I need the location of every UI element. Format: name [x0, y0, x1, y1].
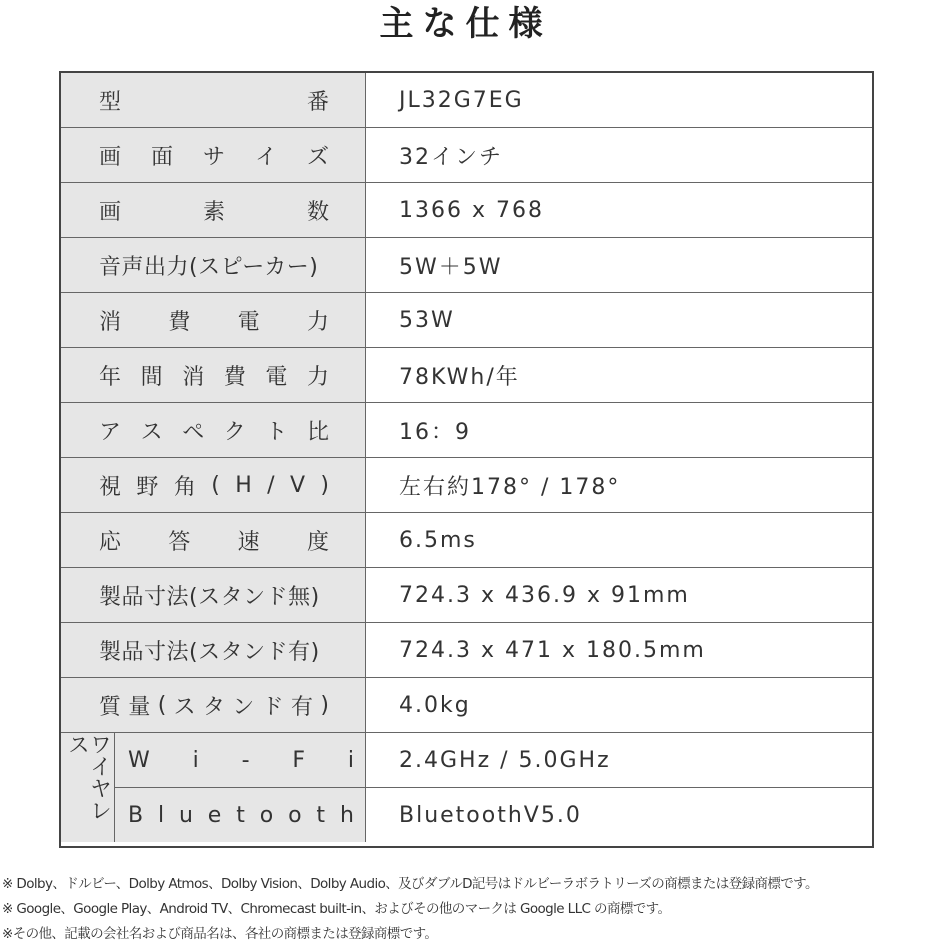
spec-value: 724.3 x 436.9 x 91mm	[399, 582, 690, 608]
spec-value: 6.5ms	[399, 527, 477, 553]
spec-row-power-consumption	[61, 293, 872, 348]
spec-label: 応 答 速 度	[99, 529, 329, 555]
spec-row-dimensions-with-stand	[61, 623, 872, 678]
spec-value: BluetoothV5.0	[399, 802, 582, 828]
footnote-dolby: ※ Dolby、ドルビー、Dolby Atmos、Dolby Vision、Dolby Audio、及びダブルD記号はドルビーラボラトリーズの商標または登録商標です。	[2, 876, 818, 892]
spec-row-weight	[61, 678, 872, 733]
spec-label: ア ス ペ ク ト 比	[99, 419, 329, 445]
spec-row-resolution	[61, 183, 872, 238]
spec-table	[59, 71, 874, 848]
spec-label: 音声出力(スピーカー)	[99, 254, 319, 280]
spec-row-screen-size	[61, 128, 872, 183]
spec-value: 78KWh/年	[399, 364, 520, 390]
spec-value: 1366 x 768	[399, 197, 544, 223]
spec-label: 製品寸法(スタンド無)	[99, 584, 320, 610]
spec-label: 年 間 消 費 電 力	[99, 364, 329, 390]
spec-value: 16：9	[399, 419, 471, 445]
wireless-group-label: ワイヤレス	[61, 733, 115, 842]
spec-value: 53W	[399, 307, 455, 333]
spec-value: JL32G7EG	[399, 87, 524, 113]
spec-value: 左右約178° / 178°	[399, 474, 621, 500]
spec-label: 消 費 電 力	[99, 309, 329, 335]
spec-label: 型 番	[99, 89, 329, 115]
spec-value: 5W＋5W	[399, 254, 503, 280]
spec-value: 4.0kg	[399, 692, 471, 718]
footnote-trademarks: ※その他、記載の会社名および商品名は、各社の商標または登録商標です。	[2, 926, 438, 942]
spec-row-dimensions-no-stand	[61, 568, 872, 623]
footnote-google: ※ Google、Google Play、Android TV、Chromecast built-in、およびその他のマークは Google LLC の商標です。	[2, 901, 671, 917]
spec-row-annual-power	[61, 348, 872, 403]
spec-row-viewing-angle	[61, 458, 872, 513]
spec-row-bluetooth	[115, 788, 872, 842]
spec-value: 32インチ	[399, 144, 503, 170]
footnotes	[2, 872, 931, 947]
page-title: 主な仕様	[379, 4, 552, 44]
spec-row-response-time	[61, 513, 872, 568]
spec-value: 724.3 x 471 x 180.5mm	[399, 637, 706, 663]
spec-label: 画 素 数	[99, 199, 329, 225]
spec-label: 質 量 ( ス タ ン ド 有 )	[99, 692, 329, 720]
spec-row-audio-output	[61, 238, 872, 293]
spec-label: 画 面 サ イ ズ	[99, 144, 329, 170]
spec-label: B l u e t o o t h	[128, 802, 354, 828]
spec-label: 製品寸法(スタンド有)	[99, 639, 320, 665]
spec-label: W i - F i	[128, 747, 354, 773]
spec-label: 視 野 角 ( H / V )	[99, 472, 329, 500]
spec-row-wifi	[115, 733, 872, 788]
spec-value: 2.4GHz / 5.0GHz	[399, 747, 611, 773]
spec-group-wireless	[61, 733, 872, 842]
spec-row-aspect-ratio	[61, 403, 872, 458]
spec-row-model	[61, 73, 872, 128]
